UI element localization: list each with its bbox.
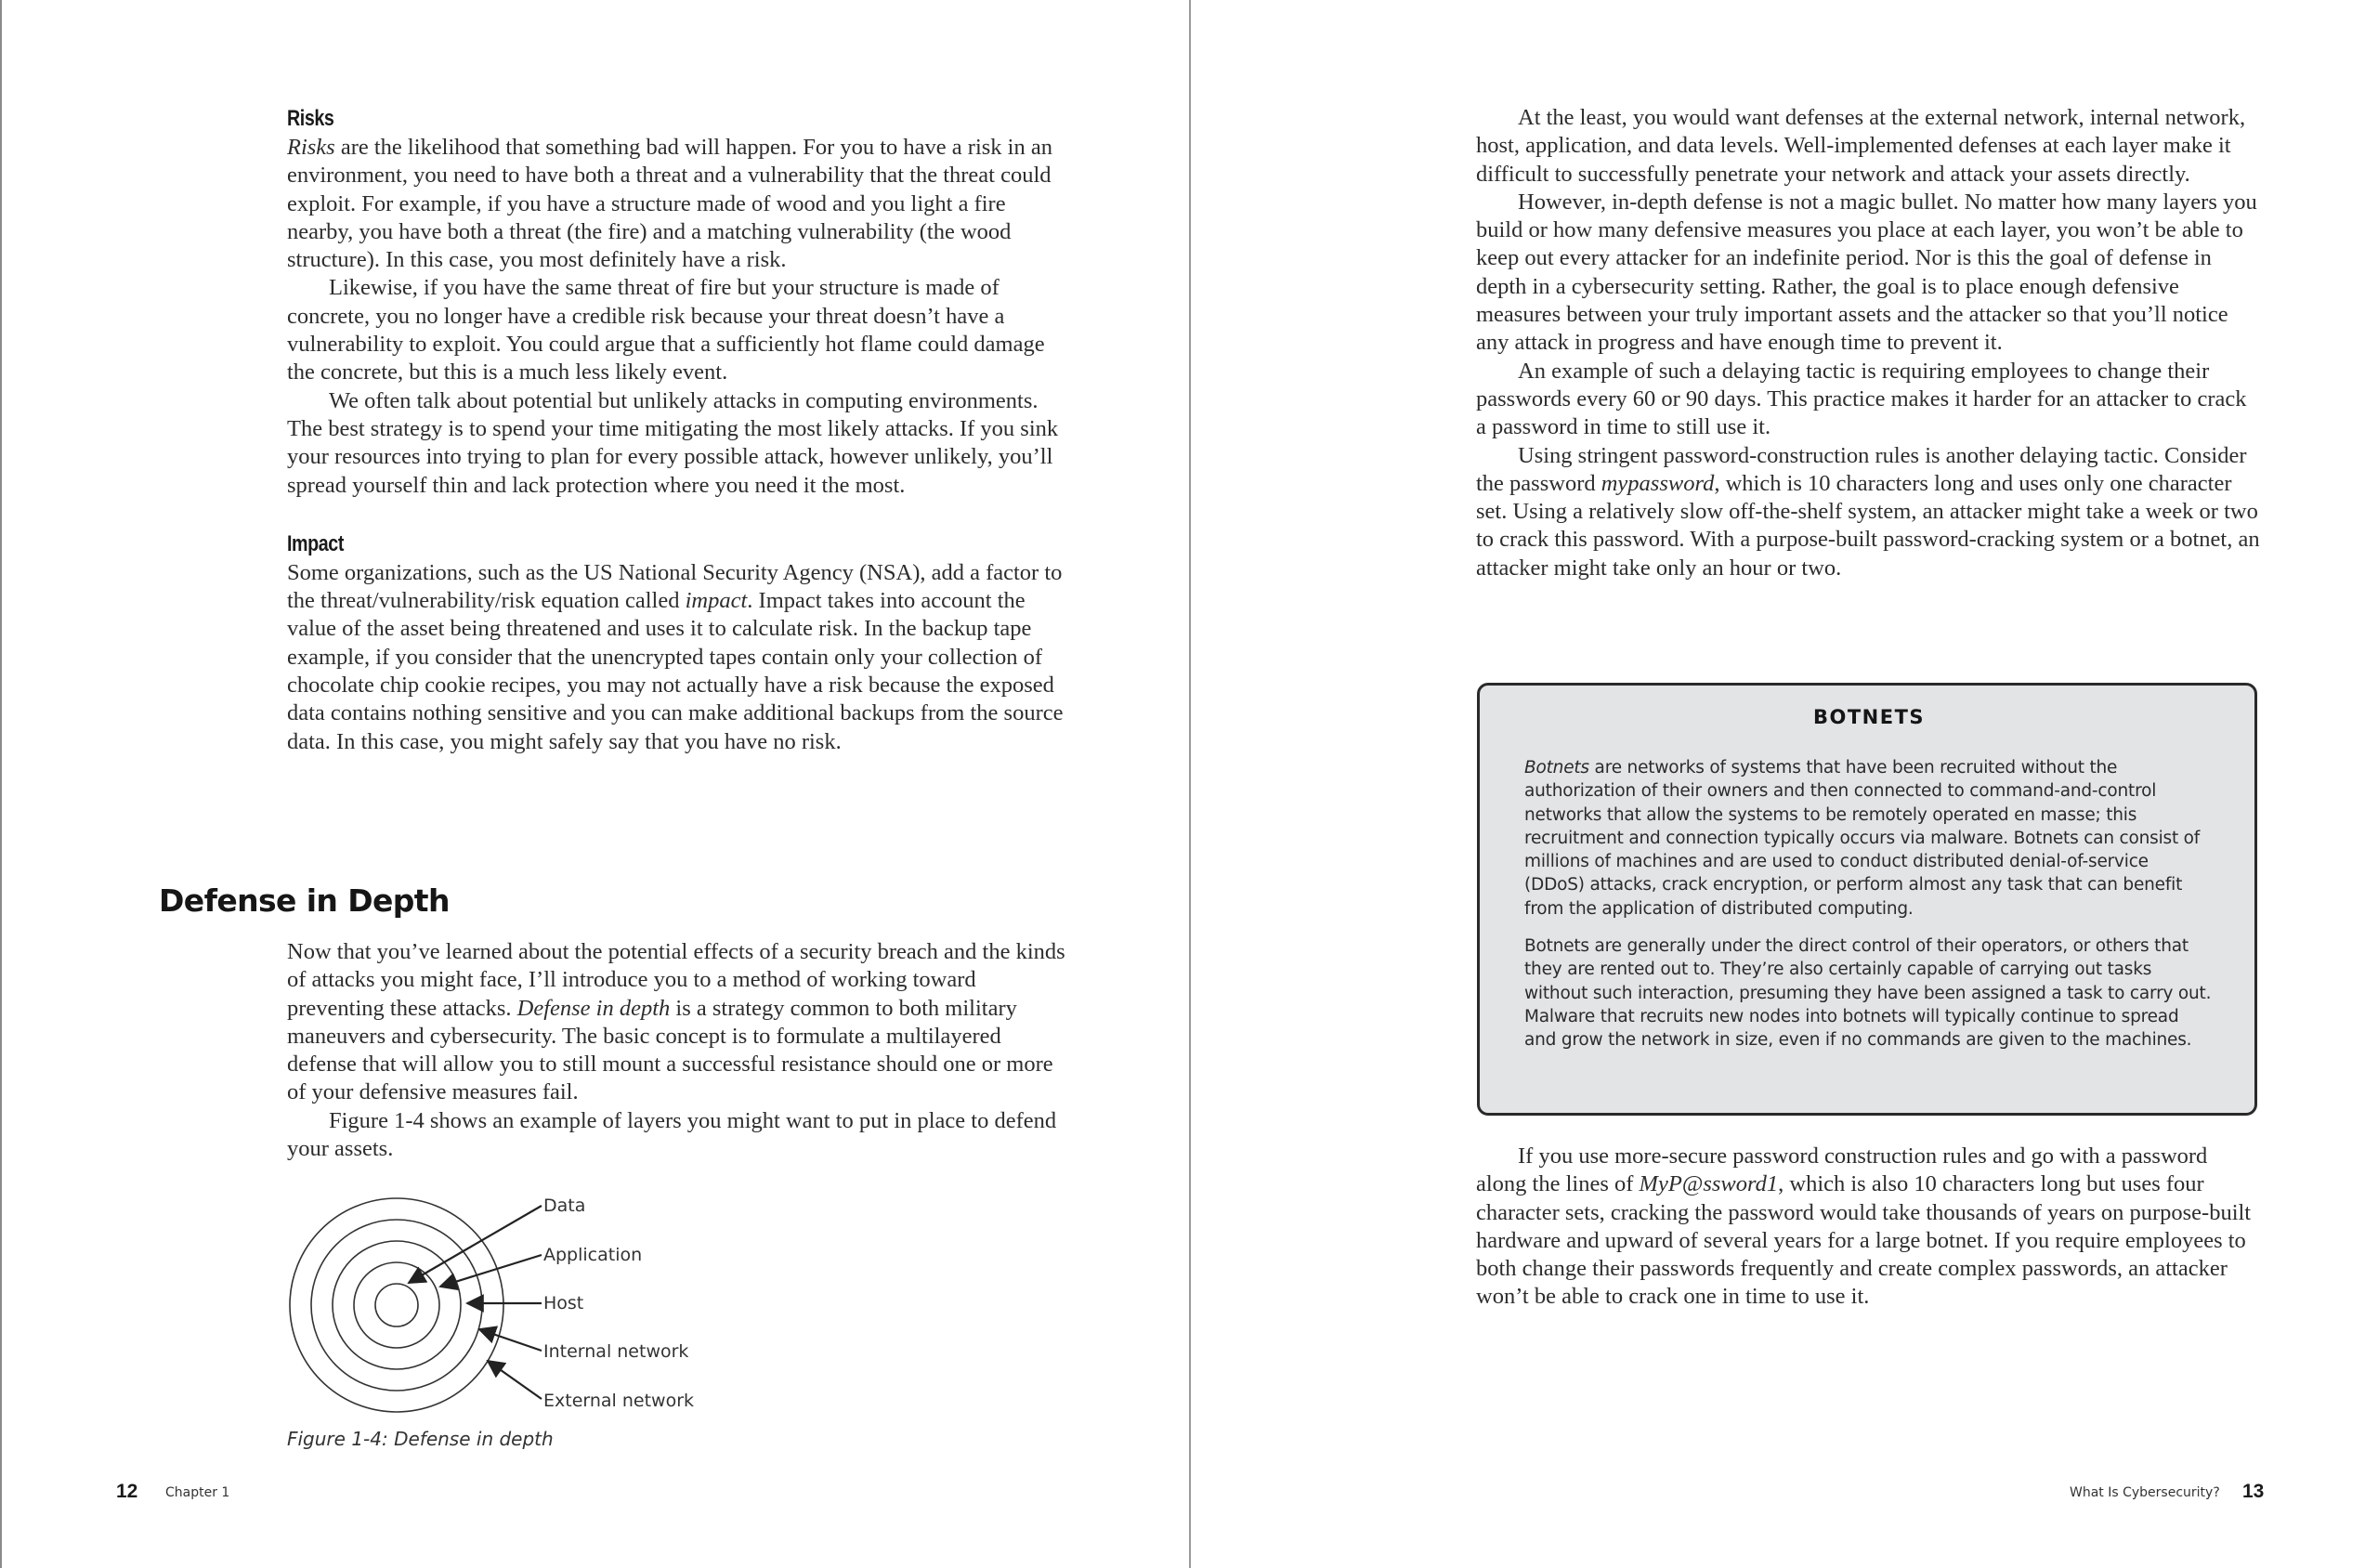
impact-paragraph xyxy=(287,559,1070,756)
defense-text-b: is a strategy common to both military maneuvers and cybersecurity. The basic concept is to formulate a multilayered defense that will allow you to still mount a successful resistance should one or more of your defensive measures fail. xyxy=(287,995,1053,1105)
myp-ssword1-term: MyP@ssword1 xyxy=(1639,1171,1779,1197)
impact-text-b: . Impact takes into account the value of the asset being threatened and uses it to calculate risk. In the backup tape example, if you consider that the unencrypted tapes contain only your collection of chocolate chip cookie recipes, you may not actually have a risk because the exposed data contains nothing sensitive and you can make additional backups from the source data. In this case, you might safely say that you have no risk. xyxy=(287,588,1064,754)
right-paragraph-3: An example of such a delaying tactic is requiring employees to change their passwords every 60 or 90 days. This practice makes it harder for an attacker to crack a password in time to still use it. xyxy=(1476,358,2247,440)
right-paragraph-2: However, in-depth defense is not a magic bullet. No matter how many layers you build or how many defensive measures you place at each layer, you won’t be able to keep out every attacker for an indefinite period. Nor is this the goal of defense in depth in a cybersecurity setting. Rather, the goal is to place enough defensive measures between your truly important assets and the attacker so that you’ll notice any attack in progress and have enough time to prevent it. xyxy=(1476,189,2257,356)
sidebar-title: BOTNETS xyxy=(1812,706,1926,728)
arrow-application xyxy=(440,1255,542,1287)
right-paragraph-1: At the least, you would want defenses at the external network, internal network, host, application, and data levels. Well-implemented defenses at each layer make it difficult to successfully penetrate your network and attack your assets directly. xyxy=(1476,105,2246,187)
figure-caption: Figure 1-4: Defense in depth xyxy=(287,1428,554,1450)
botnets-sidebar xyxy=(1477,683,2257,1116)
page-number-right: 13 xyxy=(2242,1481,2265,1502)
right-column xyxy=(1476,104,2262,582)
layer-ring-host xyxy=(333,1241,461,1369)
right-column-bottom xyxy=(1476,1143,2262,1312)
defense-text-a: Now that you’ve learned about the potential effects of a security breach and the kinds of attacks you might face, I’ll introduce you to a method of working toward preventing these attacks. xyxy=(287,939,1065,1021)
risks-heading: Risks xyxy=(287,106,334,131)
chapter-label: Chapter 1 xyxy=(165,1485,230,1500)
section-heading-defense-in-depth: Defense in Depth xyxy=(159,882,450,919)
right-paragraph-5 xyxy=(1476,1143,2262,1312)
concentric-layers-diagram xyxy=(279,1180,725,1458)
right-paragraph-4 xyxy=(1476,442,2262,582)
impact-text-a: Some organizations, such as the US National Security Agency (NSA), add a factor to the threat/vulnerability/risk equation called xyxy=(287,559,1063,614)
risks-paragraph-1-text: are the likelihood that something bad will happen. For you to have a risk in an environment, you need to have both a threat and a vulnerability that the threat could exploit. For example, if you have a structure made of wood and you light a fire nearby, you have both a threat (the fire) and a matching vulnerability (the wood structure). In this case, you most definitely have a risk. xyxy=(287,135,1052,273)
layer-ring-external xyxy=(290,1198,503,1412)
defense-term: Defense in depth xyxy=(516,995,671,1021)
right-p4-text-b: , which is 10 characters long and uses only one character set. Using a relatively slow off-the-shelf system, an attacker might take a week or two to crack this password. With a purpose-built password-cracking system or a botnet, an attacker might take only an hour or two. xyxy=(1476,470,2260,581)
defense-column xyxy=(287,938,1070,1163)
impact-term: impact xyxy=(685,588,748,614)
running-head: What Is Cybersecurity? xyxy=(2070,1485,2220,1500)
sidebar-paragraph-1-text: are networks of systems that have been recruited without the authorization of their owners and then connected to command-and-control networks that allow the systems to be remotely operated en masse; this recruitment and connection typically occurs via malware. Botnets can consist of millions of machines and are used to conduct distributed denial-of-service (DDoS) attacks, crack encryption, or perform almost any task that can benefit from the application of distributed computing. xyxy=(1524,758,2201,919)
right-p4-text-a: Using stringent password-construction rules is another delaying tactic. Consider the password xyxy=(1476,442,2247,496)
risks-paragraph-1 xyxy=(287,134,1070,274)
page-number-left: 12 xyxy=(116,1481,138,1502)
right-p5-text-a: If you use more-secure password construction rules and go with a password along the lines of xyxy=(1476,1143,2208,1197)
layer-ring-data xyxy=(375,1284,418,1326)
mypassword-term: mypassword xyxy=(1601,470,1715,496)
layer-ring-application xyxy=(354,1262,439,1348)
arrow-external-network xyxy=(488,1361,542,1399)
layer-ring-internal xyxy=(311,1220,482,1391)
sidebar-paragraph-1 xyxy=(1524,756,2214,921)
risks-paragraph-3: We often talk about potential but unlikely attacks in computing environments. The best strategy is to spend your time mitigating the most likely attacks. If you sink your resources into trying to plan for every possible attack, however unlikely, you’ll spread yourself thin and lack protection where you need it the most. xyxy=(287,387,1059,498)
label-application: Application xyxy=(543,1245,643,1265)
impact-heading: Impact xyxy=(287,530,344,556)
botnets-term: Botnets xyxy=(1524,758,1589,777)
label-external-network: External network xyxy=(543,1391,695,1411)
defense-paragraph-2: Figure 1-4 shows an example of layers you might want to put in place to defend your assets. xyxy=(287,1107,1057,1162)
arrow-internal-network xyxy=(479,1329,542,1351)
defense-in-depth-figure xyxy=(279,1180,725,1458)
risks-term: Risks xyxy=(287,135,335,160)
right-p5-text-b: , which is also 10 characters long but uses four character sets, cracking the password would take thousands of years on purpose-built hardware and upward of several years for a large botnet. If you require employees to both change their passwords frequently and create complex passwords, an attacker won’t be able to crack one in time to use it. xyxy=(1476,1171,2252,1310)
label-internal-network: Internal network xyxy=(543,1341,689,1362)
sidebar-paragraph-2: Botnets are generally under the direct control of their operators, or others that they are rented out to. They’re also certainly capable of carrying out tasks without such interaction, presuming they have been assigned a task to carry out. Malware that recruits new nodes into botnets will typically continue to spread and grow the network in size, even if no commands are given to the machines. xyxy=(1524,936,2212,1051)
left-column xyxy=(287,104,1070,756)
risks-paragraph-2: Likewise, if you have the same threat of fire but your structure is made of concrete, you no longer have a credible risk because your threat doesn’t have a vulnerability to exploit. You could argue that a sufficiently hot flame could damage the concrete, but this is a much less likely event. xyxy=(287,275,1045,385)
right-page xyxy=(1191,0,2378,1568)
defense-paragraph-1 xyxy=(287,938,1070,1107)
label-host: Host xyxy=(543,1293,584,1313)
label-data: Data xyxy=(543,1196,586,1216)
